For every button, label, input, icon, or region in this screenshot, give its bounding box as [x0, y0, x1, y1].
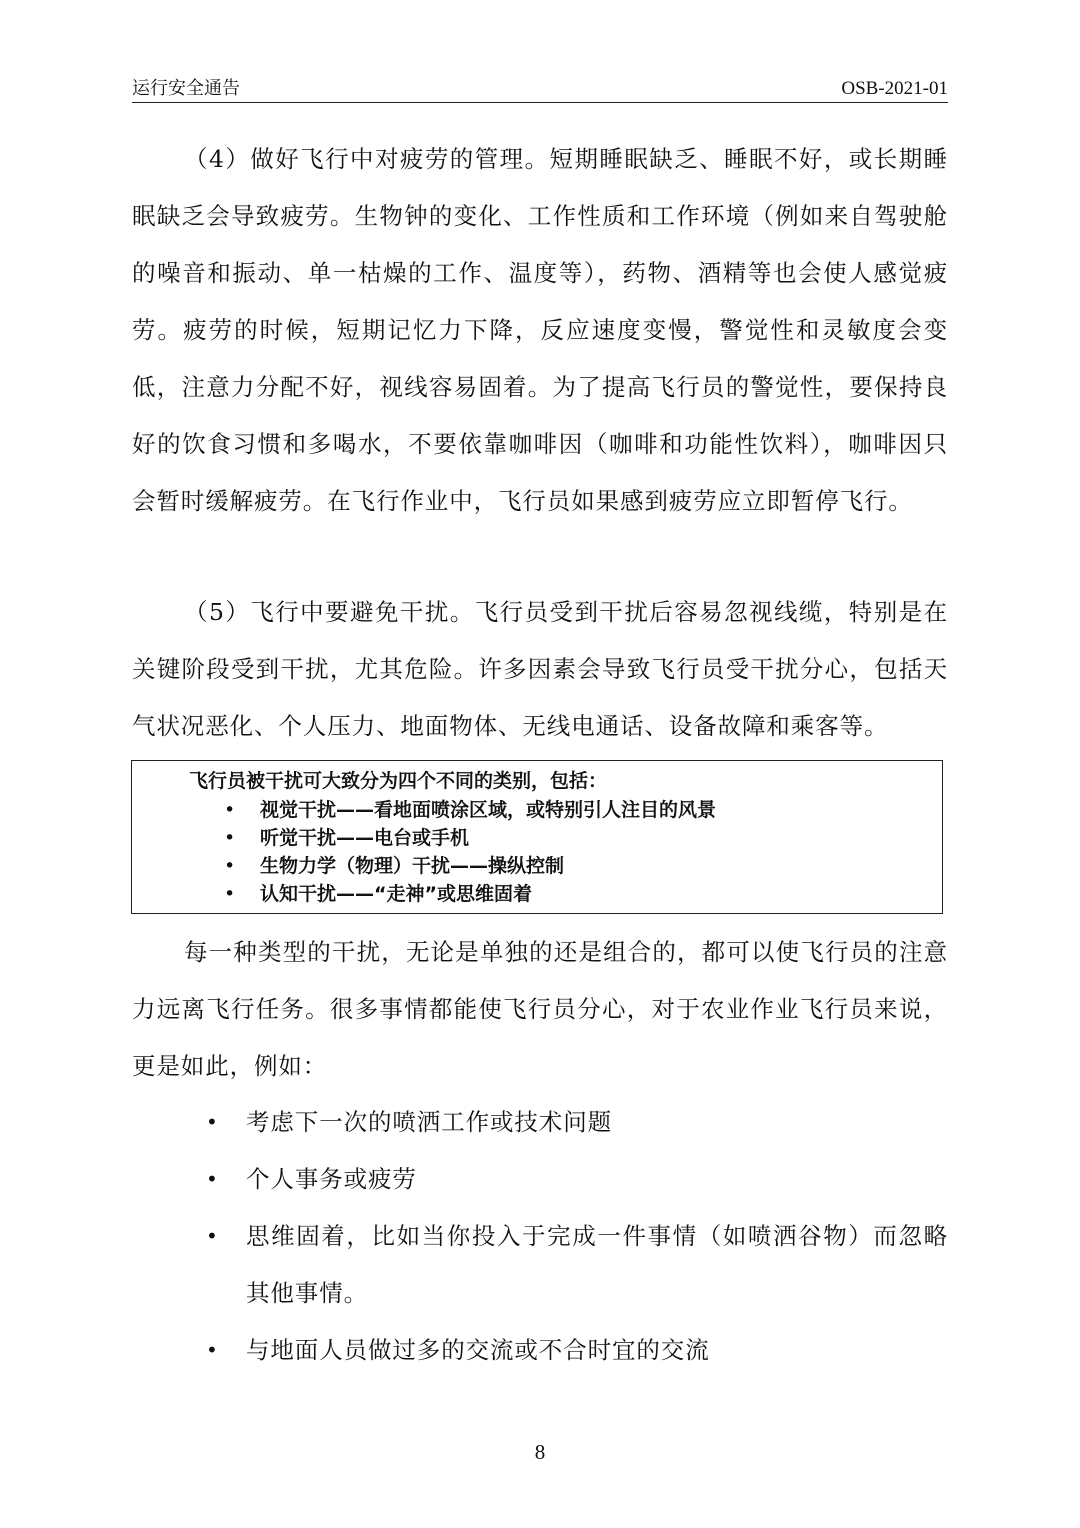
box-item-text: 视觉干扰——看地面喷涂区域，或特别引人注目的风景: [260, 799, 717, 821]
page-header: [132, 74, 948, 103]
example-list-item: [132, 1208, 948, 1322]
example-list-item: [132, 1151, 948, 1208]
box-item-text: 听觉干扰——电台或手机: [260, 827, 470, 849]
header-document-title: 运行安全通告: [132, 78, 240, 99]
box-item-text: 认知干扰——“走神”或思维固着: [260, 883, 532, 905]
bullet-icon: •: [206, 1167, 219, 1191]
header-document-code: OSB-2021-01: [841, 78, 948, 99]
examples-list: [132, 1094, 948, 1379]
page-number: 8: [534, 1440, 546, 1464]
paragraph-fatigue-management: （4）做好飞行中对疲劳的管理。短期睡眠缺乏、睡眠不好，或长期睡眠缺乏会导致疲劳。生物钟的变化、工作性质和工作环境（例如来自驾驶舱的噪音和振动、单一枯燥的工作、温度等），药物、酒精等也会使人感觉疲劳。疲劳的时候，短期记忆力下降，反应速度变慢，警觉性和灵敏度会变低，注意力分配不好，视线容易固着。为了提高飞行员的警觉性，要保持良好的饮食习惯和多喝水，不要依靠咖啡因（咖啡和功能性饮料），咖啡因只会暂时缓解疲劳。在飞行作业中，飞行员如果感到疲劳应立即暂停飞行。: [132, 145, 948, 515]
example-list-item: [132, 1094, 948, 1151]
box-title: 飞行员被干扰可大致分为四个不同的类别，包括：: [189, 770, 608, 792]
bullet-icon: •: [224, 855, 236, 877]
bullet-icon: •: [206, 1110, 219, 1134]
distraction-categories-box: [131, 760, 943, 914]
bullet-icon: •: [206, 1224, 219, 1248]
example-item-text: 与地面人员做过多的交流或不合时宜的交流: [246, 1336, 710, 1364]
example-item-text: 考虑下一次的喷洒工作或技术问题: [246, 1108, 612, 1136]
bullet-icon: •: [224, 799, 236, 821]
bullet-icon: •: [224, 883, 236, 905]
bullet-icon: •: [224, 827, 236, 849]
example-list-item: [132, 1322, 948, 1379]
example-item-text: 思维固着，比如当你投入于完成一件事情（如喷洒谷物）而忽略其他事情。: [246, 1222, 948, 1307]
box-item-text: 生物力学（物理）干扰——操纵控制: [260, 855, 565, 877]
example-item-text: 个人事务或疲劳: [246, 1165, 417, 1193]
paragraph-avoid-distraction: （5）飞行中要避免干扰。飞行员受到干扰后容易忽视线缆，特别是在关键阶段受到干扰，尤其危险。许多因素会导致飞行员受干扰分心，包括天气状况恶化、个人压力、地面物体、无线电通话、设备故障和乘客等。: [132, 598, 948, 740]
paragraph-distraction-types: 每一种类型的干扰，无论是单独的还是组合的，都可以使飞行员的注意力远离飞行任务。很多事情都能使飞行员分心，对于农业作业飞行员来说，更是如此，例如：: [132, 938, 948, 1080]
bullet-icon: •: [206, 1338, 219, 1362]
